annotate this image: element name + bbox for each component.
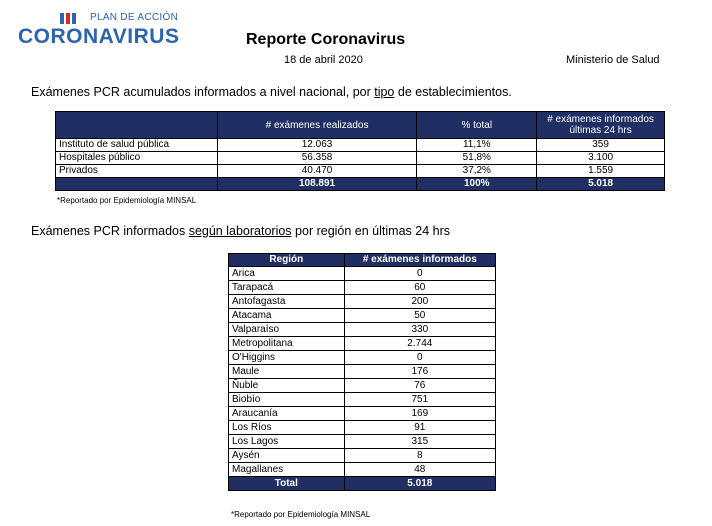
ministry-name: Ministerio de Salud bbox=[566, 54, 660, 66]
table-row: Atacama 50 bbox=[229, 309, 496, 323]
table-row: Maule 176 bbox=[229, 365, 496, 379]
table-row: Biobío 751 bbox=[229, 393, 496, 407]
table-row: Tarapacá 60 bbox=[229, 281, 496, 295]
coronavirus-logo bbox=[18, 12, 180, 52]
table-header: Región # exámenes informados bbox=[229, 254, 496, 267]
col-last24: # exámenes informados últimas 24 hrs bbox=[537, 112, 665, 139]
table-row: Hospitales público 56.358 51,8% 3.100 bbox=[56, 152, 665, 165]
table-header bbox=[56, 112, 665, 139]
table-row: Aysén 8 bbox=[229, 449, 496, 463]
section2-heading: Exámenes PCR informados según laboratorios por región en últimas 24 hrs bbox=[31, 224, 450, 238]
logo-stripes-icon bbox=[58, 12, 90, 25]
col-exams: # exámenes realizados bbox=[217, 112, 417, 139]
footnote-2: *Reportado por Epidemiología MINSAL bbox=[231, 510, 371, 519]
table-row: Ñuble 76 bbox=[229, 379, 496, 393]
table-row: Privados 40.470 37,2% 1.559 bbox=[56, 165, 665, 178]
table-row: Valparaíso 330 bbox=[229, 323, 496, 337]
footnote-1: *Reportado por Epidemiología MINSAL bbox=[57, 196, 197, 205]
page-title: Reporte Coronavirus bbox=[246, 31, 406, 48]
table-row: O'Higgins 0 bbox=[229, 351, 496, 365]
region-table bbox=[228, 253, 496, 491]
table-total-row: 108.891 100% 5.018 bbox=[56, 178, 665, 191]
col-pct: % total bbox=[417, 112, 537, 139]
table-row: Magallanes 48 bbox=[229, 463, 496, 477]
table-row: Arica 0 bbox=[229, 267, 496, 281]
table-row: Metropolitana 2.744 bbox=[229, 337, 496, 351]
establishment-table bbox=[55, 111, 665, 191]
table-row: Antofagasta 200 bbox=[229, 295, 496, 309]
table-row: Instituto de salud pública 12.063 11,1% 359 bbox=[56, 139, 665, 152]
report-date: 18 de abril 2020 bbox=[284, 54, 363, 66]
table-row: Los Lagos 315 bbox=[229, 435, 496, 449]
section1-heading: Exámenes PCR acumulados informados a nivel nacional, por tipo de establecimientos. bbox=[31, 85, 512, 99]
table-row: Los Ríos 91 bbox=[229, 421, 496, 435]
logo-wordmark: CORONAVIRUS bbox=[18, 25, 180, 48]
logo-subtitle: PLAN DE ACCIÓN bbox=[90, 12, 179, 23]
table-total-row: Total 5.018 bbox=[229, 477, 496, 491]
table-row: Araucanía 169 bbox=[229, 407, 496, 421]
